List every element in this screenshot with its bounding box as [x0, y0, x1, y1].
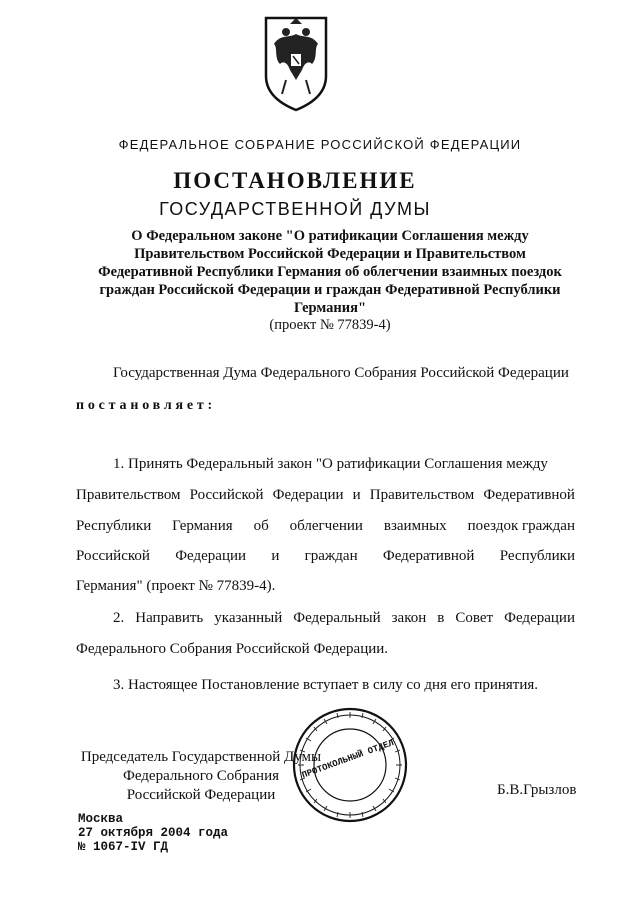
project-reference: (проект № 77839-4) [269, 317, 391, 333]
word: Совет [455, 610, 494, 626]
stamp-text: ПРОТОКОЛЬНЫЙ ОТДЕЛ [300, 738, 396, 781]
word: Республики [499, 548, 575, 564]
assembly-title: ФЕДЕРАЛЬНОЕ СОБРАНИЕ РОССИЙСКОЙ ФЕДЕРАЦИИ [118, 137, 522, 152]
word: облегчении [289, 518, 363, 534]
word: и [352, 487, 361, 503]
official-stamp [290, 705, 410, 825]
footer-block [78, 812, 228, 854]
word: Российской [76, 548, 150, 564]
word: Правительством [369, 487, 475, 503]
signatory-position-line: Председатель Государственной Думы [80, 749, 322, 765]
subject-line: Правительством Российской Федерации и Правительством [134, 246, 526, 262]
item-1-line-4 [76, 548, 575, 565]
signatory-position-line: Российской Федерации [126, 787, 276, 803]
word: Республики [76, 518, 152, 534]
preamble: Государственная Дума Федерального Собрания Российской Федерации [113, 365, 569, 381]
word: Российской [189, 487, 264, 503]
word: взаимных [383, 518, 447, 534]
subject-line: граждан Российской Федерации и граждан Федеративной Республики [99, 282, 561, 298]
subject-line: Германия" [293, 300, 367, 316]
footer-city: Москва [78, 812, 124, 826]
item-1-line-2 [76, 487, 575, 504]
item-2-line-1 [113, 610, 575, 627]
word: Федерации [175, 548, 247, 564]
word: указанный [214, 610, 283, 626]
word: закон [391, 610, 427, 626]
item-3-line-1: 3. Настоящее Постановление вступает в силу со дня его принятия. [113, 677, 539, 693]
resolves-keyword: постановляет: [76, 398, 217, 413]
word: Направить [135, 610, 204, 626]
item-1-line-1: 1. Принять Федеральный закон "О ратификации Соглашения между [113, 456, 548, 472]
word: Федеративной [382, 548, 475, 564]
word: Федеративной [483, 487, 575, 503]
signatory-position [76, 748, 326, 805]
word: Федерации [272, 487, 344, 503]
word: Германия [172, 518, 233, 534]
signatory-position-line: Федерального Собрания [122, 768, 280, 784]
word: Федеральный [293, 610, 381, 626]
subject-line: Федеративной Республики Германия об облегчении взаимных поездок [98, 264, 562, 280]
issuer-heading: ГОСУДАРСТВЕННОЙ ДУМЫ [159, 199, 431, 219]
footer-date: 27 октября 2004 года [78, 826, 229, 840]
word: Федерации [504, 610, 575, 626]
item-2-line-2: Федерального Собрания Российской Федерации. [76, 641, 389, 657]
signatory-name: Б.В.Грызлов [497, 782, 577, 798]
word: поездок граждан [467, 518, 575, 534]
item-1-line-3 [76, 518, 575, 535]
document-type-heading: ПОСТАНОВЛЕНИЕ [173, 168, 417, 193]
subject-line: О Федеральном законе "О ратификации Соглашения между [131, 228, 529, 244]
word: в [437, 610, 445, 626]
coat-of-arms-emblem [262, 14, 330, 114]
word: об [253, 518, 269, 534]
word: граждан [304, 548, 358, 564]
word: и [271, 548, 280, 564]
resolution-subject [80, 227, 580, 317]
word: 2. [113, 610, 125, 626]
footer-number: № 1067-IV ГД [78, 840, 169, 854]
word: Правительством [76, 487, 181, 503]
item-1-line-5: Германия" (проект № 77839-4). [76, 578, 276, 594]
